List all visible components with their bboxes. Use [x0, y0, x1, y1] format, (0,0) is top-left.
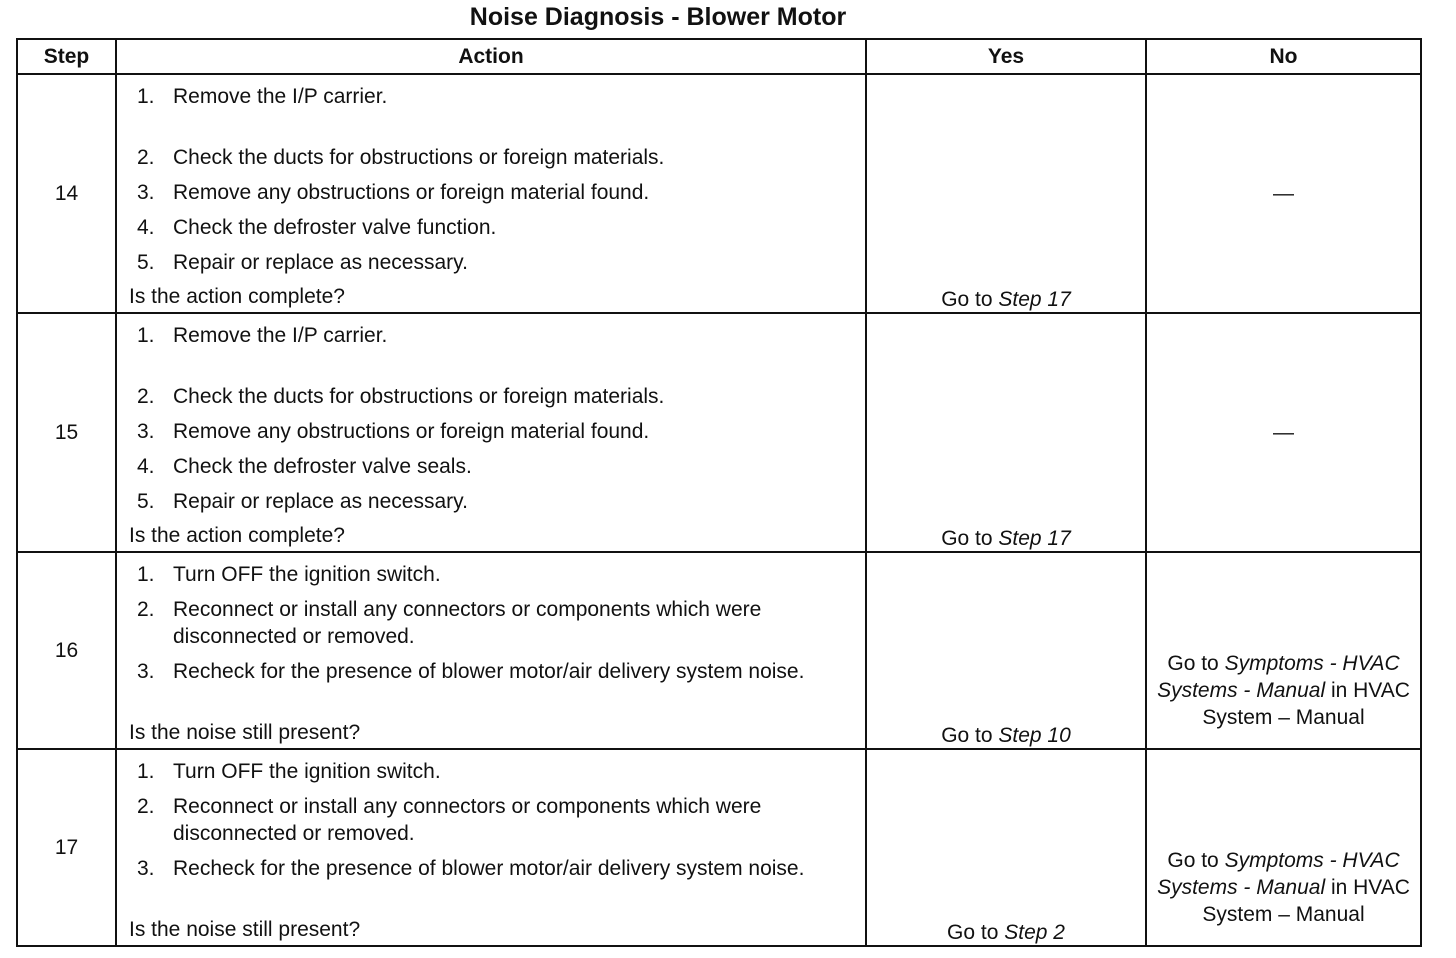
item-text: Check the defroster valve seals. — [173, 455, 472, 478]
list-item — [137, 214, 865, 241]
step-number: 16 — [17, 552, 116, 749]
list-item-number: 5. — [137, 251, 155, 274]
list-item — [137, 179, 865, 206]
yes-prefix: Go to — [941, 724, 999, 747]
list-item-number: 3. — [137, 181, 155, 204]
list-item-number: 1. — [137, 85, 155, 108]
list-item-number: 1. — [137, 563, 155, 586]
item-text: Repair or replace as necessary. — [173, 251, 468, 274]
list-item — [137, 83, 865, 110]
no-cell — [1146, 552, 1421, 749]
list-item — [137, 249, 865, 276]
action-cell — [116, 74, 866, 313]
yes-step-link[interactable]: Step 17 — [998, 527, 1071, 550]
no-go-text — [1147, 650, 1420, 731]
item-text: Check the ducts for obstructions or foreign materials. — [173, 146, 665, 169]
list-item — [137, 596, 865, 650]
no-symptoms-link[interactable]: Symptoms - HVAC Systems - Manual — [1157, 849, 1400, 899]
list-item-number: 3. — [137, 420, 155, 443]
item-text: Recheck for the presence of blower motor/air delivery system noise. — [173, 857, 805, 880]
list-item-number: 1. — [137, 760, 155, 783]
action-question: Is the noise still present? — [129, 721, 361, 744]
no-suffix: in HVAC System – Manual — [1202, 679, 1410, 729]
no-prefix: Go to — [1167, 849, 1225, 872]
list-item — [137, 322, 865, 349]
step-number: 17 — [17, 749, 116, 946]
action-list — [117, 758, 865, 882]
list-item — [137, 561, 865, 588]
yes-cell — [866, 74, 1146, 313]
item-text: Check the ducts for obstructions or foreign materials. — [173, 385, 665, 408]
item-text: Remove any obstructions or foreign material found. — [173, 420, 650, 443]
list-item — [137, 855, 865, 882]
no-prefix: Go to — [1167, 652, 1225, 675]
yes-cell — [866, 749, 1146, 946]
list-item-number: 1. — [137, 324, 155, 347]
action-list — [117, 322, 865, 515]
item-text: Remove the I/P carrier. — [173, 324, 388, 347]
step-number: 14 — [17, 74, 116, 313]
list-item-number: 4. — [137, 455, 155, 478]
list-item — [137, 383, 865, 410]
item-text: Check the defroster valve function. — [173, 216, 497, 239]
yes-step-link[interactable]: Step 10 — [998, 724, 1071, 747]
item-text: Remove any obstructions or foreign material found. — [173, 181, 650, 204]
action-question: Is the action complete? — [129, 285, 345, 308]
yes-step-link[interactable]: Step 2 — [1004, 921, 1065, 944]
action-cell — [116, 313, 866, 552]
header-row — [17, 39, 1421, 74]
yes-step-link[interactable]: Step 17 — [998, 288, 1071, 311]
yes-prefix: Go to — [947, 921, 1005, 944]
table-row — [17, 313, 1421, 552]
item-text: Remove the I/P carrier. — [173, 85, 388, 108]
item-text: Turn OFF the ignition switch. — [173, 760, 441, 783]
action-question: Is the noise still present? — [129, 918, 361, 941]
header-step: Step — [17, 39, 116, 74]
item-text: Reconnect or install any connectors or components which were disconnected or removed. — [173, 795, 762, 845]
item-text: Recheck for the presence of blower motor/air delivery system noise. — [173, 660, 805, 683]
list-item-number: 3. — [137, 857, 155, 880]
header-no: No — [1146, 39, 1421, 74]
list-item — [137, 453, 865, 480]
yes-cell — [866, 313, 1146, 552]
yes-prefix: Go to — [941, 288, 999, 311]
list-item-number: 2. — [137, 146, 155, 169]
diagnosis-table — [16, 38, 1422, 947]
no-cell: — — [1146, 313, 1421, 552]
table-row — [17, 749, 1421, 946]
header-yes: Yes — [866, 39, 1146, 74]
action-list — [117, 561, 865, 685]
list-item — [137, 488, 865, 515]
no-symptoms-link[interactable]: Symptoms - HVAC Systems - Manual — [1157, 652, 1400, 702]
step-number: 15 — [17, 313, 116, 552]
no-cell — [1146, 749, 1421, 946]
no-go-text — [1147, 847, 1420, 928]
no-cell: — — [1146, 74, 1421, 313]
action-cell — [116, 552, 866, 749]
yes-prefix: Go to — [941, 527, 999, 550]
yes-cell — [866, 552, 1146, 749]
item-text: Turn OFF the ignition switch. — [173, 563, 441, 586]
table-row — [17, 552, 1421, 749]
document-title: Noise Diagnosis - Blower Motor — [469, 3, 847, 31]
list-item-number: 4. — [137, 216, 155, 239]
list-item-number: 2. — [137, 795, 155, 818]
list-item — [137, 758, 865, 785]
action-cell — [116, 749, 866, 946]
list-item — [137, 418, 865, 445]
table-row — [17, 74, 1421, 313]
list-item-number: 2. — [137, 385, 155, 408]
item-text: Repair or replace as necessary. — [173, 490, 468, 513]
no-suffix: in HVAC System – Manual — [1202, 876, 1410, 926]
header-action: Action — [116, 39, 866, 74]
list-item — [137, 658, 865, 685]
list-item — [137, 144, 865, 171]
list-item-number: 5. — [137, 490, 155, 513]
item-text: Reconnect or install any connectors or components which were disconnected or removed. — [173, 598, 762, 648]
list-item-number: 3. — [137, 660, 155, 683]
action-list — [117, 83, 865, 276]
list-item-number: 2. — [137, 598, 155, 621]
action-question: Is the action complete? — [129, 524, 345, 547]
list-item — [137, 793, 865, 847]
